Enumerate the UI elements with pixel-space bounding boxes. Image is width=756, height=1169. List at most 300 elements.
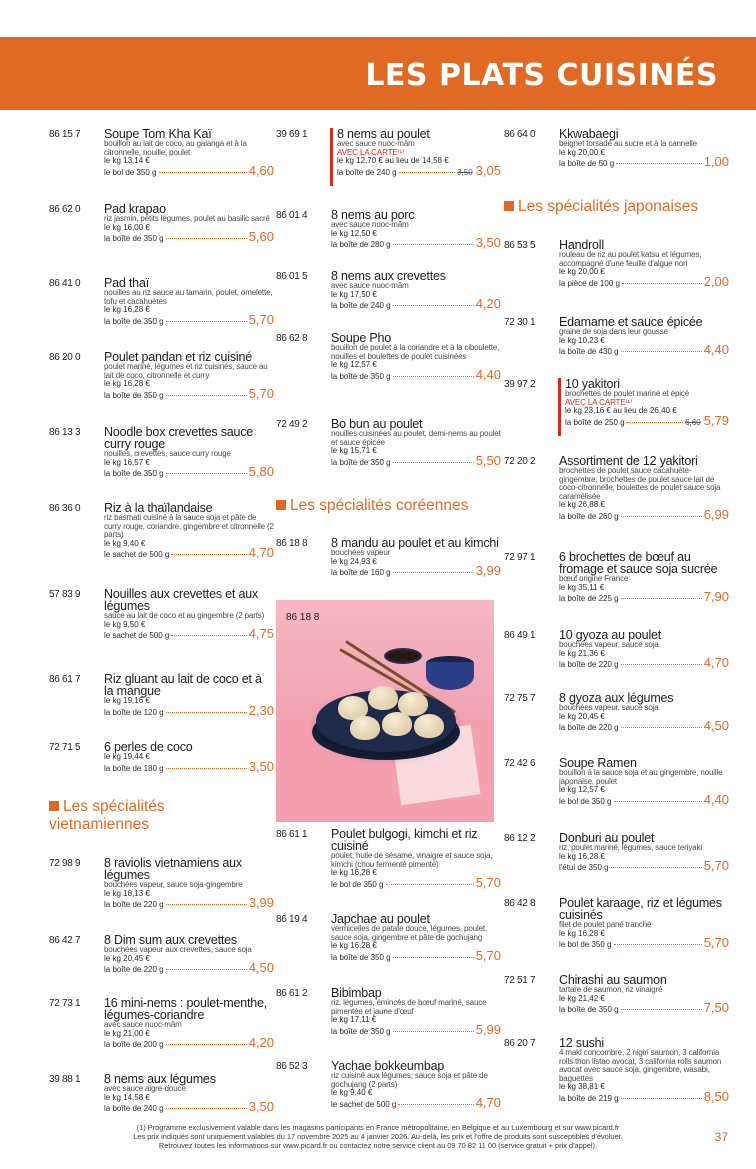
price-per-kg: le kg 20,00 € bbox=[559, 147, 605, 157]
price: 4,40 bbox=[703, 342, 729, 357]
product-description: rouleau de riz au poulet katsu et légumes, accompagné d'une feuille d'algue nori bbox=[559, 250, 702, 268]
dumpling-icon bbox=[382, 712, 412, 736]
footnote bbox=[0, 1124, 756, 1150]
product-item bbox=[276, 537, 501, 578]
product-item bbox=[49, 1073, 274, 1114]
price-per-kg: le kg 12,50 € bbox=[331, 228, 377, 238]
section-square-icon bbox=[49, 801, 59, 811]
price-row bbox=[559, 1000, 729, 1015]
leader-dots bbox=[393, 462, 474, 463]
product-item bbox=[49, 997, 274, 1050]
leader-dots bbox=[166, 1108, 247, 1109]
price-row bbox=[104, 464, 274, 479]
package-unit: la boîte de 260 g bbox=[559, 511, 619, 521]
product-body bbox=[104, 426, 274, 479]
leader-dots bbox=[393, 957, 474, 958]
product-item bbox=[49, 128, 274, 178]
leader-dots bbox=[399, 172, 456, 173]
leader-dots bbox=[621, 727, 702, 728]
price-per-kg: le kg 9,40 € bbox=[331, 1088, 373, 1097]
leader-dots bbox=[614, 944, 702, 945]
product-name: 8 mandu au poulet et au kimchi bbox=[331, 536, 499, 550]
price: 5,80 bbox=[248, 464, 274, 479]
product-body bbox=[331, 1060, 501, 1110]
product-name: Soupe Ramen bbox=[559, 756, 637, 770]
product-body bbox=[331, 209, 501, 250]
leader-dots bbox=[166, 904, 247, 905]
product-code: 86 42 7 bbox=[49, 935, 81, 946]
product-item bbox=[504, 378, 729, 428]
product-description: bouillon de poulet à la coriandre et à la ciboulette, nouilles et boulettes de poulet cuisinées bbox=[331, 343, 500, 361]
product-item bbox=[504, 629, 729, 670]
section-title-korea bbox=[276, 497, 496, 515]
price-per-kg: le kg 15,71 € bbox=[331, 446, 377, 455]
product-body bbox=[559, 239, 729, 289]
package-unit: l'étui de 350 g bbox=[559, 863, 609, 872]
product-body bbox=[559, 974, 729, 1015]
price-row bbox=[559, 718, 729, 733]
product-code: 72 75 7 bbox=[504, 693, 536, 704]
price-per-kg: le kg 12,57 € bbox=[331, 360, 377, 369]
product-body bbox=[104, 203, 274, 244]
product-item bbox=[276, 913, 501, 963]
product-item bbox=[276, 1060, 501, 1110]
price-per-kg: le kg 21,00 € bbox=[104, 1028, 150, 1038]
price: 4,70 bbox=[475, 1094, 501, 1110]
product-name: Soupe Tom Kha Kaï bbox=[104, 127, 212, 141]
package-unit: la boîte de 350 g bbox=[104, 390, 164, 400]
product-code: 86 20 0 bbox=[49, 352, 81, 363]
package-unit: la boîte de 350 g bbox=[104, 234, 164, 243]
product-name: 6 perles de coco bbox=[104, 740, 193, 754]
price: 3,99 bbox=[248, 895, 274, 910]
product-code: 86 18 8 bbox=[276, 538, 308, 549]
product-item bbox=[504, 692, 729, 733]
product-description: beignet torsadé au sucre et à la cannelle bbox=[559, 139, 697, 148]
package-unit: la pièce de 100 g bbox=[559, 278, 620, 288]
section-title-japan bbox=[504, 198, 724, 216]
product-name: Handroll bbox=[559, 238, 604, 252]
leader-dots bbox=[616, 163, 702, 164]
product-name: Poulet bulgogi, kimchi et riz cuisiné bbox=[331, 827, 478, 853]
product-body bbox=[559, 1037, 729, 1104]
price: 4,60 bbox=[248, 162, 274, 178]
price: 4,70 bbox=[703, 655, 729, 670]
product-code: 39 97 2 bbox=[504, 379, 536, 390]
product-body bbox=[104, 673, 274, 718]
product-description: avec sauce aigre-douce bbox=[104, 1084, 186, 1093]
leader-dots bbox=[166, 395, 247, 396]
old-price: 6,60 bbox=[685, 417, 701, 427]
footnote-line: Les prix indiqués sont uniquement valables du 17 novembre 2025 au 4 janvier 2026. Au-delà, les prix et l'offre de produits sont susceptibles d'évoluer. bbox=[133, 1131, 623, 1141]
card-promo: AVEC LA CARTE⁽¹⁾ bbox=[337, 147, 404, 157]
package-unit: la boîte de 220 g bbox=[559, 660, 619, 669]
package-unit: la boîte de 50 g bbox=[559, 159, 615, 168]
product-name: Riz à la thaïlandaise bbox=[104, 501, 213, 515]
product-body bbox=[331, 332, 501, 382]
leader-dots bbox=[386, 884, 474, 885]
product-body bbox=[331, 828, 501, 890]
price-per-kg: le kg 17,50 € bbox=[331, 289, 377, 299]
page-number: 37 bbox=[714, 1130, 728, 1144]
price-row bbox=[104, 385, 274, 401]
product-code: 72 30 1 bbox=[504, 317, 536, 328]
product-description: bouillon au lait de coco, au galanga et à la citronnelle, nouille, poulet bbox=[104, 139, 247, 157]
product-description: poulet, huile de sésame, vinaigre et sauce soja, kimchi (chou fermenté pimenté) bbox=[331, 851, 493, 869]
product-code: 86 52 3 bbox=[276, 1061, 308, 1072]
package-unit: le sachet de 500 g bbox=[104, 631, 170, 640]
price-per-kg: le kg 20,00 € bbox=[559, 267, 605, 276]
package-unit: la boîte de 160 g bbox=[331, 568, 391, 577]
product-body bbox=[559, 128, 729, 169]
package-unit: la boîte de 220 g bbox=[104, 965, 164, 974]
product-item bbox=[504, 455, 729, 522]
leader-dots bbox=[393, 376, 474, 377]
product-body bbox=[331, 987, 501, 1037]
price-row bbox=[104, 758, 274, 774]
price: 4,50 bbox=[703, 718, 729, 733]
product-code: 86 01 4 bbox=[276, 210, 308, 221]
price: 4,20 bbox=[475, 296, 501, 311]
price: 3,50 bbox=[248, 758, 274, 774]
leader-dots bbox=[621, 1009, 702, 1010]
product-name: Assortiment de 12 yakitori bbox=[559, 454, 698, 468]
price-row bbox=[331, 1094, 501, 1110]
price-per-kg: le kg 14,58 € bbox=[104, 1092, 150, 1102]
price-row bbox=[559, 791, 729, 807]
section-square-icon bbox=[504, 201, 514, 211]
product-name: Poulet pandan et riz cuisiné bbox=[104, 350, 252, 364]
price: 5,70 bbox=[248, 311, 274, 327]
package-unit: la boîte de 350 g bbox=[104, 469, 164, 478]
leader-dots bbox=[614, 801, 702, 802]
product-item bbox=[504, 551, 729, 604]
price-per-kg: le kg 12,57 € bbox=[559, 785, 605, 794]
price-row bbox=[559, 655, 729, 670]
price: 3,50 bbox=[475, 235, 501, 250]
product-item bbox=[504, 832, 729, 873]
product-description: sauce au lait de coco et au gingembre (2 parts) bbox=[104, 611, 265, 620]
product-body bbox=[331, 418, 501, 468]
price-row bbox=[104, 960, 274, 975]
product-body bbox=[331, 128, 501, 178]
product-name: Pad thaï bbox=[104, 276, 149, 290]
product-name: Soupe Pho bbox=[331, 331, 392, 345]
product-item bbox=[49, 351, 274, 401]
price: 3,99 bbox=[475, 563, 501, 578]
product-description: bouchées vapeur bbox=[331, 548, 391, 557]
price-row bbox=[104, 702, 274, 718]
package-unit: la boîte de 240 g bbox=[331, 301, 391, 310]
product-name: 16 mini-nems : poulet-menthe, légumes-coriandre bbox=[104, 996, 268, 1022]
product-body bbox=[104, 857, 274, 910]
product-name: Yachae bokkeumbap bbox=[331, 1059, 445, 1073]
product-item bbox=[504, 239, 729, 289]
package-unit: la boîte de 350 g bbox=[331, 952, 391, 962]
product-item bbox=[49, 426, 274, 479]
product-code: 39 88 1 bbox=[49, 1074, 81, 1085]
price: 4,20 bbox=[248, 1035, 274, 1050]
price: 4,75 bbox=[248, 626, 274, 641]
product-item bbox=[276, 332, 501, 382]
package-unit: le sachet de 500 g bbox=[104, 550, 170, 559]
price-per-kg: le kg 20,45 € bbox=[104, 953, 150, 963]
product-code: 86 15 7 bbox=[49, 129, 81, 140]
price-per-kg: le kg 38,81 € bbox=[559, 1082, 605, 1091]
leader-dots bbox=[622, 283, 702, 284]
product-name: 10 gyoza au poulet bbox=[559, 628, 662, 642]
package-unit: la boîte de 120 g bbox=[104, 707, 164, 717]
product-name: Poulet karaage, riz et légumes cuisinés bbox=[559, 896, 722, 922]
leader-dots bbox=[166, 768, 247, 769]
leader-dots bbox=[393, 244, 474, 245]
price-row bbox=[331, 366, 501, 382]
price-per-kg: le kg 26,88 € bbox=[559, 500, 605, 509]
product-description: avec sauce nuoc-mâm bbox=[331, 220, 409, 229]
price-row bbox=[565, 412, 729, 428]
product-body bbox=[104, 277, 274, 327]
price: 4,50 bbox=[248, 960, 274, 975]
product-description: brochettes de poulet mariné et épicé bbox=[565, 389, 690, 398]
product-name: Noodle box crevettes sauce curry rouge bbox=[104, 425, 254, 451]
product-item bbox=[49, 673, 274, 718]
price-per-kg: le kg 16,28 € bbox=[104, 379, 150, 388]
product-body bbox=[104, 128, 274, 178]
price: 4,40 bbox=[703, 791, 729, 807]
price-row bbox=[559, 154, 729, 169]
dumpling-icon bbox=[368, 686, 398, 710]
product-name: Pad krapao bbox=[104, 202, 166, 216]
old-price: 3,50 bbox=[457, 167, 473, 177]
product-item bbox=[504, 1037, 729, 1104]
product-code: 72 42 6 bbox=[504, 758, 536, 769]
leader-dots bbox=[171, 635, 246, 636]
package-unit: le sachet de 500 g bbox=[331, 1099, 397, 1109]
price-per-kg: le kg 19,44 € bbox=[104, 752, 150, 761]
product-name: 8 Dim sum aux crevettes bbox=[104, 933, 237, 947]
leader-dots bbox=[166, 712, 247, 713]
price-per-kg: le kg 13,14 € bbox=[104, 156, 150, 165]
package-unit: le bol de 350 g bbox=[559, 940, 612, 949]
product-code: 39 69 1 bbox=[276, 129, 308, 140]
product-item bbox=[49, 277, 274, 327]
product-name: 6 brochettes de bœuf au fromage et sauce soja sucrée bbox=[559, 550, 718, 576]
price: 4,70 bbox=[248, 545, 274, 560]
price: 5,50 bbox=[475, 452, 501, 468]
product-code: 86 61 1 bbox=[276, 829, 308, 840]
leader-dots bbox=[621, 516, 702, 517]
product-description: tartare de saumon, riz vinaigré bbox=[559, 985, 663, 994]
product-description: bouchées vapeur, sauce soja-gingembre bbox=[104, 880, 243, 889]
price-per-kg: le kg 16,57 € bbox=[104, 457, 150, 467]
product-code: 86 12 2 bbox=[504, 833, 536, 844]
product-name: Chirashi au saumon bbox=[559, 973, 667, 987]
product-code: 86 20 7 bbox=[504, 1038, 536, 1049]
product-item bbox=[504, 974, 729, 1015]
package-unit: la boîte de 280 g bbox=[331, 240, 391, 249]
product-description: avec sauce nuoc-mâm bbox=[337, 139, 415, 148]
product-body bbox=[559, 551, 729, 604]
section-label: Les spécialités japonaises bbox=[518, 198, 699, 215]
price: 6,99 bbox=[703, 506, 729, 522]
price: 8,50 bbox=[703, 1088, 729, 1104]
product-code: 72 98 9 bbox=[49, 858, 81, 869]
product-item bbox=[49, 588, 274, 641]
product-item bbox=[49, 857, 274, 910]
package-unit: la boîte de 240 g bbox=[104, 1104, 164, 1113]
price-per-kg: le kg 24,93 € bbox=[331, 556, 377, 566]
section-title-vietnam bbox=[49, 798, 229, 834]
product-description: riz, poulet mariné, légumes, sauce teriyaki bbox=[559, 843, 702, 852]
product-name: 8 nems aux crevettes bbox=[331, 269, 446, 283]
price-row bbox=[104, 162, 274, 178]
product-body bbox=[559, 378, 729, 428]
price-per-kg: le kg 18,13 € bbox=[104, 888, 150, 898]
price-row bbox=[104, 1099, 274, 1114]
price-row bbox=[559, 935, 729, 950]
product-name: Bo bun au poulet bbox=[331, 417, 423, 431]
product-item bbox=[504, 128, 729, 169]
leader-dots bbox=[621, 351, 702, 352]
price-row bbox=[104, 895, 274, 910]
leader-dots bbox=[166, 969, 247, 970]
product-code: 72 49 2 bbox=[276, 419, 308, 430]
price-row bbox=[104, 1035, 274, 1050]
product-description: vermicelles de patate douce, légumes, poulet, sauce soja, gingembre et pâte de gochujang bbox=[331, 924, 488, 942]
price: 5,70 bbox=[475, 874, 501, 890]
product-name: Riz gluant au lait de coco et à la mangue bbox=[104, 672, 262, 698]
leader-dots bbox=[398, 1104, 473, 1105]
price: 7,50 bbox=[703, 1000, 729, 1015]
product-body bbox=[559, 692, 729, 733]
price-per-kg: le kg 19,16 € bbox=[104, 696, 150, 705]
price-row bbox=[331, 1021, 501, 1037]
package-unit: le bol de 350 g bbox=[331, 879, 384, 889]
price-row bbox=[104, 311, 274, 327]
price-per-kg: le kg 21,42 € bbox=[559, 993, 605, 1003]
price-row bbox=[331, 296, 501, 311]
price-row bbox=[559, 273, 729, 289]
price: 5,60 bbox=[248, 229, 274, 244]
product-name: 10 yakitori bbox=[565, 377, 620, 391]
product-code: 72 73 1 bbox=[49, 998, 81, 1009]
product-code: 86 13 3 bbox=[49, 427, 81, 438]
product-description: bouchées vapeur aux crevettes, sauce soja bbox=[104, 945, 252, 954]
product-code: 86 61 7 bbox=[49, 674, 81, 685]
product-item bbox=[276, 270, 501, 311]
price-per-kg: le kg 9,40 € bbox=[104, 538, 146, 548]
product-name: 8 nems au poulet bbox=[337, 127, 430, 141]
price-row bbox=[559, 506, 729, 522]
package-unit: le bol de 350 g bbox=[104, 167, 157, 177]
product-name: 8 gyoza aux légumes bbox=[559, 691, 674, 705]
package-unit: la boîte de 350 g bbox=[559, 1005, 619, 1014]
product-code: 86 53 5 bbox=[504, 240, 536, 251]
product-code: 86 42 8 bbox=[504, 898, 536, 909]
leader-dots bbox=[166, 473, 247, 474]
product-name: 12 sushi bbox=[559, 1036, 604, 1050]
leader-dots bbox=[393, 305, 474, 306]
product-body bbox=[104, 351, 274, 401]
price: 7,90 bbox=[703, 589, 729, 604]
product-body bbox=[559, 757, 729, 807]
product-description: poulet mariné, légumes et riz cuisinés, sauce au lait de coco, citronnelle et curry bbox=[104, 362, 268, 380]
package-unit: la boîte de 200 g bbox=[104, 1040, 164, 1049]
product-name: Bibimbap bbox=[331, 986, 382, 1000]
price: 3,50 bbox=[248, 1099, 274, 1114]
package-unit: la boîte de 180 g bbox=[104, 763, 164, 773]
price-per-kg: le kg 16,28 € bbox=[104, 305, 150, 314]
price-row bbox=[331, 874, 501, 890]
leader-dots bbox=[621, 664, 702, 665]
product-code: 86 64 0 bbox=[504, 129, 536, 140]
price-row bbox=[331, 452, 501, 468]
product-name: 8 nems au porc bbox=[331, 208, 415, 222]
product-description: bouillon à la sauce soja et au gingembre, nouille japonaise, poulet bbox=[559, 768, 723, 786]
package-unit: la boîte de 219 g bbox=[559, 1093, 619, 1103]
price-per-kg: le kg 10,23 € bbox=[559, 335, 605, 345]
price-per-kg: le kg 16,28 € bbox=[331, 941, 377, 950]
product-item bbox=[504, 757, 729, 807]
package-unit: la boîte de 220 g bbox=[559, 723, 619, 732]
product-name: Kkwabaegi bbox=[559, 127, 619, 141]
footnote-line: (1) Programme exclusivement valable dans les magasins participants en France métropolitaine, en Belgique et au Luxembourg et sur www.picard.fr bbox=[136, 1123, 620, 1132]
product-body bbox=[559, 316, 729, 357]
price-per-kg: le kg 17,11 € bbox=[331, 1015, 377, 1024]
price: 5,70 bbox=[475, 947, 501, 963]
section-label: Les spécialités coréennes bbox=[290, 497, 469, 514]
product-item bbox=[276, 987, 501, 1037]
leader-dots bbox=[393, 572, 474, 573]
package-unit: la boîte de 430 g bbox=[559, 347, 619, 356]
product-item bbox=[49, 741, 274, 774]
product-name: Donburi au poulet bbox=[559, 831, 655, 845]
product-description: bœuf origine France bbox=[559, 574, 629, 583]
price-per-kg: le kg 16,00 € bbox=[104, 222, 150, 232]
product-item bbox=[49, 502, 274, 560]
price: 3,05 bbox=[475, 162, 501, 178]
product-code: 86 49 1 bbox=[504, 630, 536, 641]
leader-dots bbox=[621, 598, 702, 599]
leader-dots bbox=[627, 422, 684, 423]
product-item bbox=[49, 203, 274, 244]
price: 5,99 bbox=[475, 1021, 501, 1037]
footnote-line: Retrouvez toutes les informations sur www.picard.fr ou contactez notre service client au 09 70 82 11 00 (service gratuit + prix d'appel). bbox=[158, 1140, 598, 1150]
product-code: 72 20 2 bbox=[504, 456, 536, 467]
product-name: 8 raviolis vietnamiens aux légumes bbox=[104, 856, 242, 882]
price-row bbox=[104, 229, 274, 244]
product-name: 8 nems aux légumes bbox=[104, 1072, 216, 1086]
product-body bbox=[104, 934, 274, 975]
price-per-kg: le kg 35,11 € bbox=[559, 582, 605, 592]
product-code: 86 01 5 bbox=[276, 271, 308, 282]
product-body bbox=[331, 270, 501, 311]
price: 5,70 bbox=[248, 385, 274, 401]
product-description: graine de soja dans leur gousse bbox=[559, 327, 668, 336]
package-unit: la boîte de 350 g bbox=[331, 371, 391, 381]
product-body bbox=[559, 897, 729, 950]
sauce-dish-icon bbox=[384, 648, 422, 664]
product-description: brochettes de poulet sauce cacahuète-gingembre, brochettes de poulet sauce lait de coco-citronnelle, boulettes de poulet sauce soja caramélisée bbox=[559, 466, 721, 501]
price-row bbox=[331, 563, 501, 578]
product-description: riz, légumes, émincés de bœuf mariné, sauce pimentée et jaune d'œuf bbox=[331, 998, 487, 1016]
product-body bbox=[104, 502, 274, 560]
product-name: Nouilles aux crevettes et aux légumes bbox=[104, 587, 259, 613]
product-body bbox=[104, 588, 274, 641]
price: 5,70 bbox=[703, 858, 729, 873]
product-description: avec sauce nuoc-mâm bbox=[104, 1020, 182, 1029]
package-unit: la boîte de 225 g bbox=[559, 594, 619, 603]
